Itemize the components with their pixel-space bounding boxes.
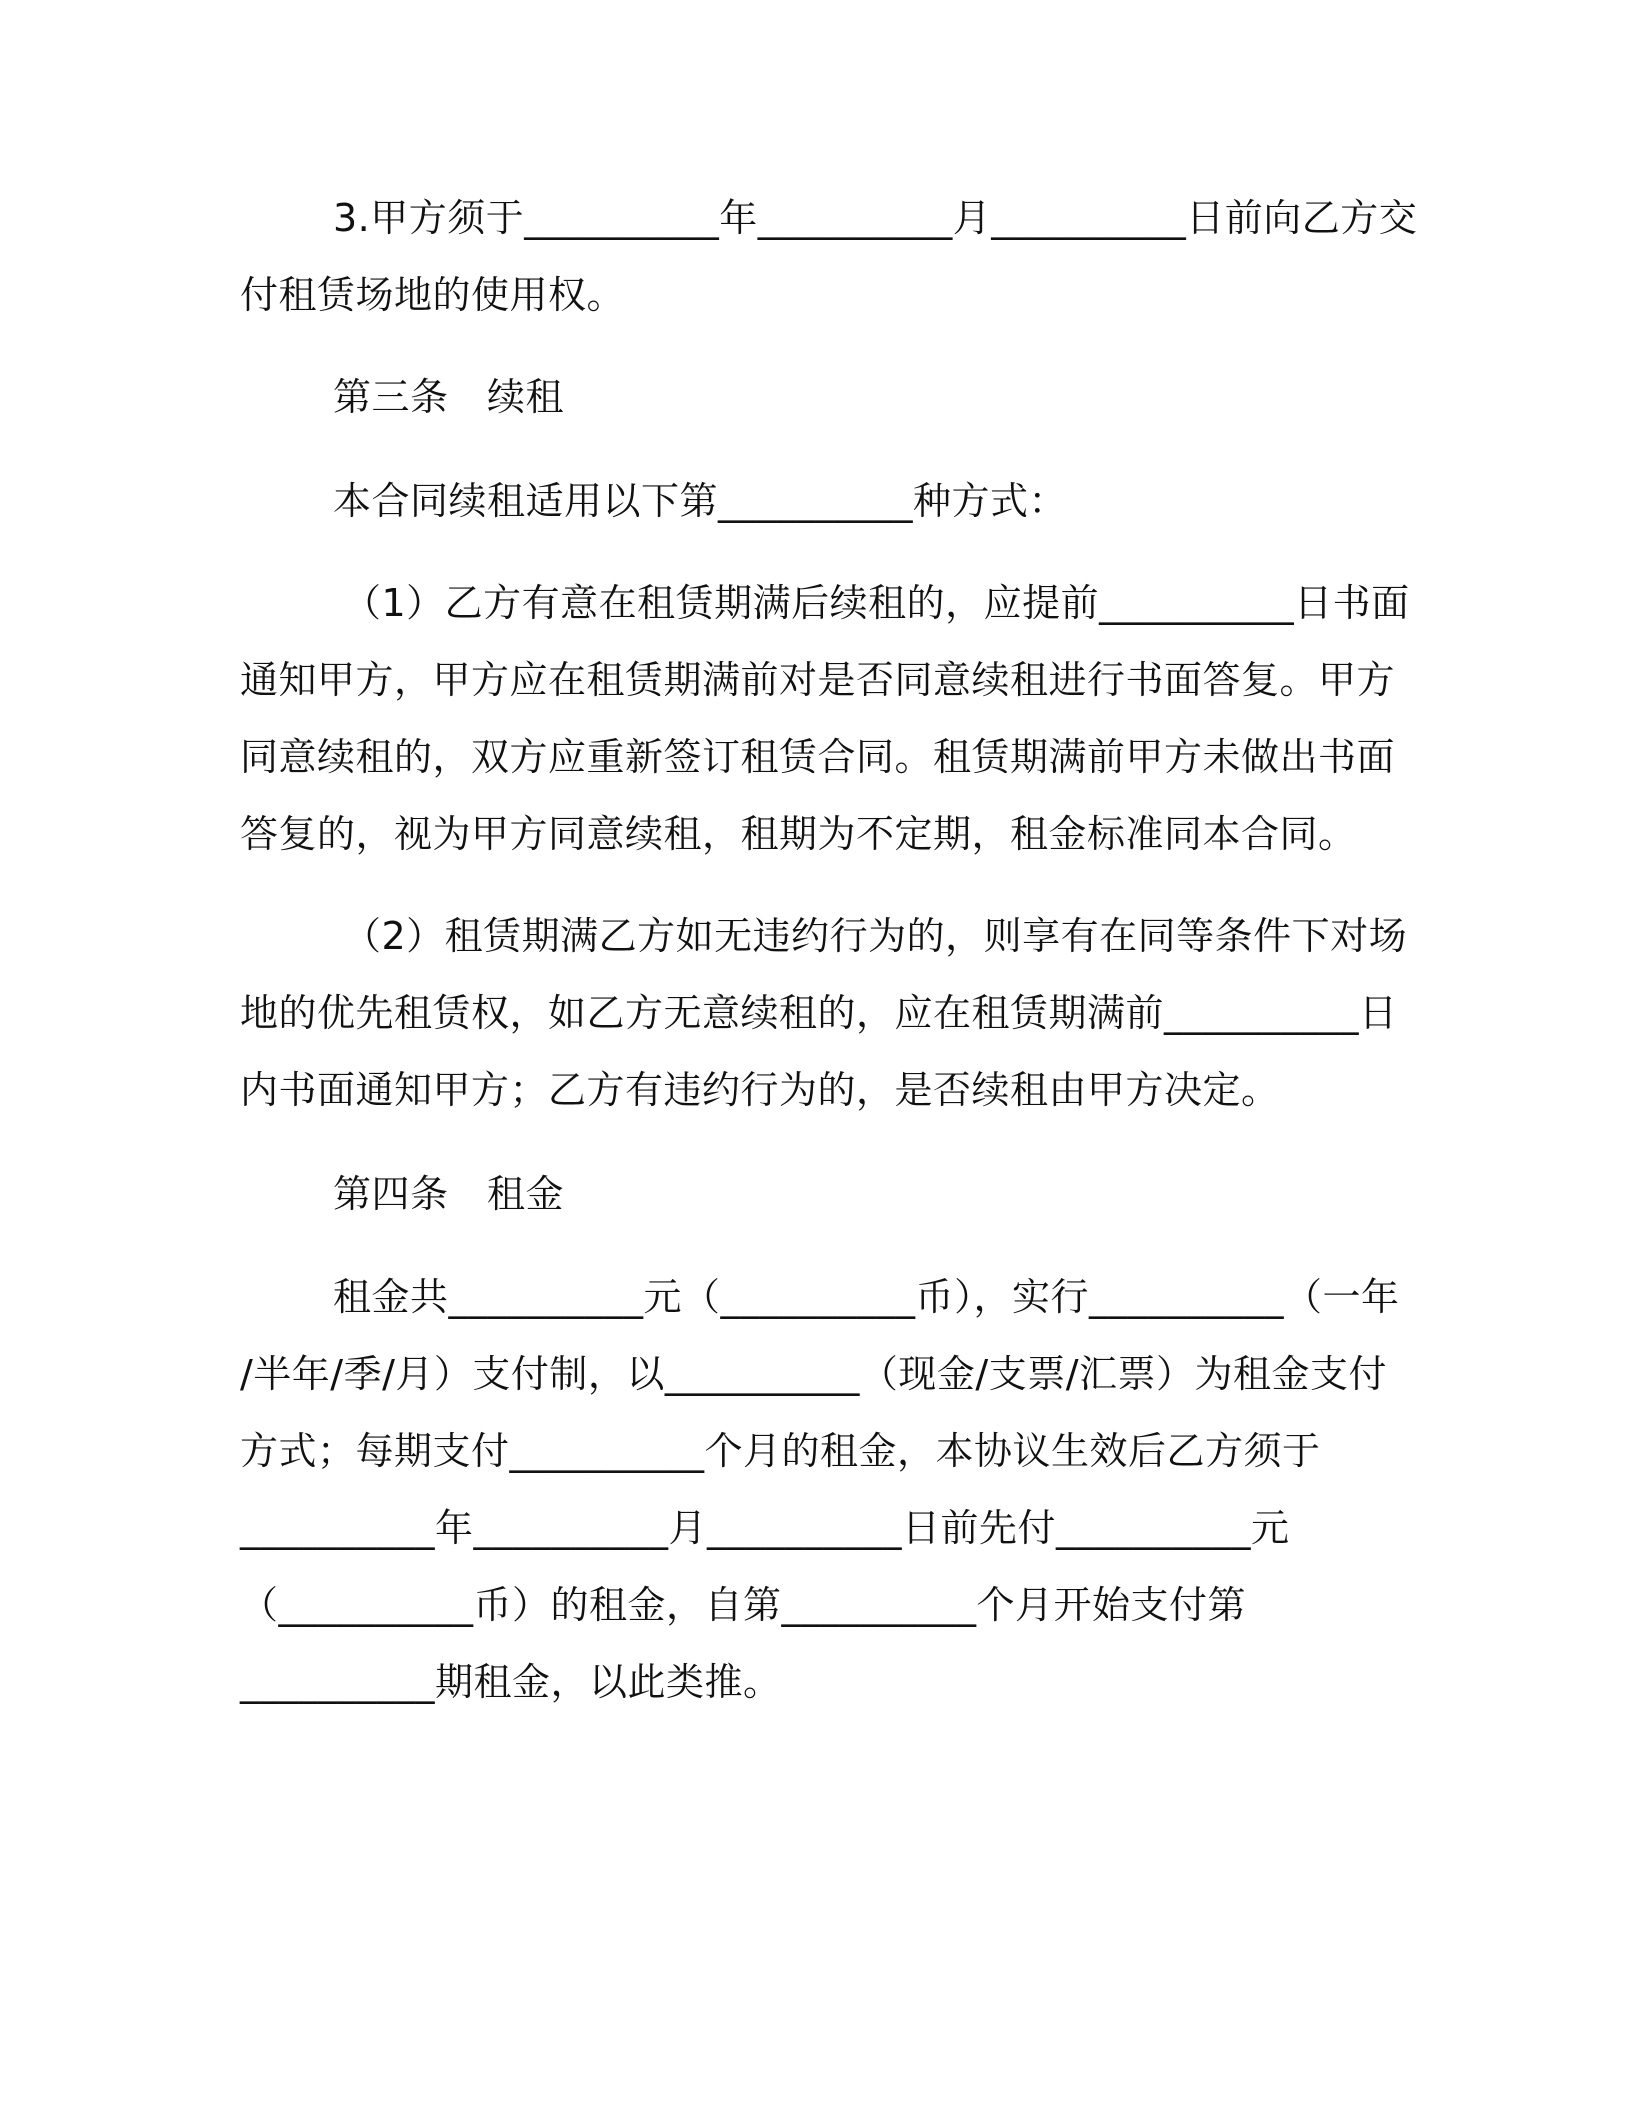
renewal-option-1-line-3: 同意续租的，双方应重新签订租赁合同。租赁期满前甲方未做出书面 bbox=[240, 735, 1396, 779]
renewal-option-1-line-2: 通知甲方，甲方应在租赁期满前对是否同意续租进行书面答复。甲方 bbox=[240, 658, 1396, 702]
rent-paragraph-line-3: 方式；每期支付__________个月的租金，本协议生效后乙方须于 bbox=[240, 1429, 1321, 1473]
clause-3-delivery-line-1: 3.甲方须于__________年__________月__________日前向乙方交 bbox=[333, 196, 1418, 240]
renewal-option-2-line-3: 内书面通知甲方；乙方有违约行为的，是否续租由甲方决定。 bbox=[240, 1068, 1280, 1112]
renewal-option-2-line-2: 地的优先租赁权，如乙方无意续租的，应在租赁期满前__________日 bbox=[240, 991, 1398, 1035]
article-3-heading: 第三条 续租 bbox=[333, 375, 565, 419]
rent-paragraph-line-2: /半年/季/月）支付制，以__________（现金/支票/汇票）为租金支付 bbox=[240, 1352, 1388, 1396]
renewal-option-1-line-4: 答复的，视为甲方同意续租，租期为不定期，租金标准同本合同。 bbox=[240, 812, 1357, 856]
rent-paragraph-line-1: 租金共__________元（__________币），实行__________（一年 bbox=[333, 1275, 1400, 1319]
rent-paragraph-line-5: （__________币）的租金，自第__________个月开始支付第 bbox=[240, 1583, 1247, 1627]
renewal-method-line: 本合同续租适用以下第__________种方式： bbox=[333, 479, 1068, 523]
article-4-heading: 第四条 租金 bbox=[333, 1172, 565, 1216]
rent-paragraph-line-4: __________年__________月__________日前先付__________元 bbox=[240, 1506, 1290, 1550]
rent-paragraph-line-6: __________期租金，以此类推。 bbox=[240, 1660, 782, 1704]
clause-3-delivery-line-2: 付租赁场地的使用权。 bbox=[240, 273, 626, 317]
renewal-option-2-line-1: （2）租赁期满乙方如无违约行为的，则享有在同等条件下对场 bbox=[343, 914, 1408, 958]
renewal-option-1-line-1: （1）乙方有意在租赁期满后续租的，应提前__________日书面 bbox=[343, 581, 1410, 625]
